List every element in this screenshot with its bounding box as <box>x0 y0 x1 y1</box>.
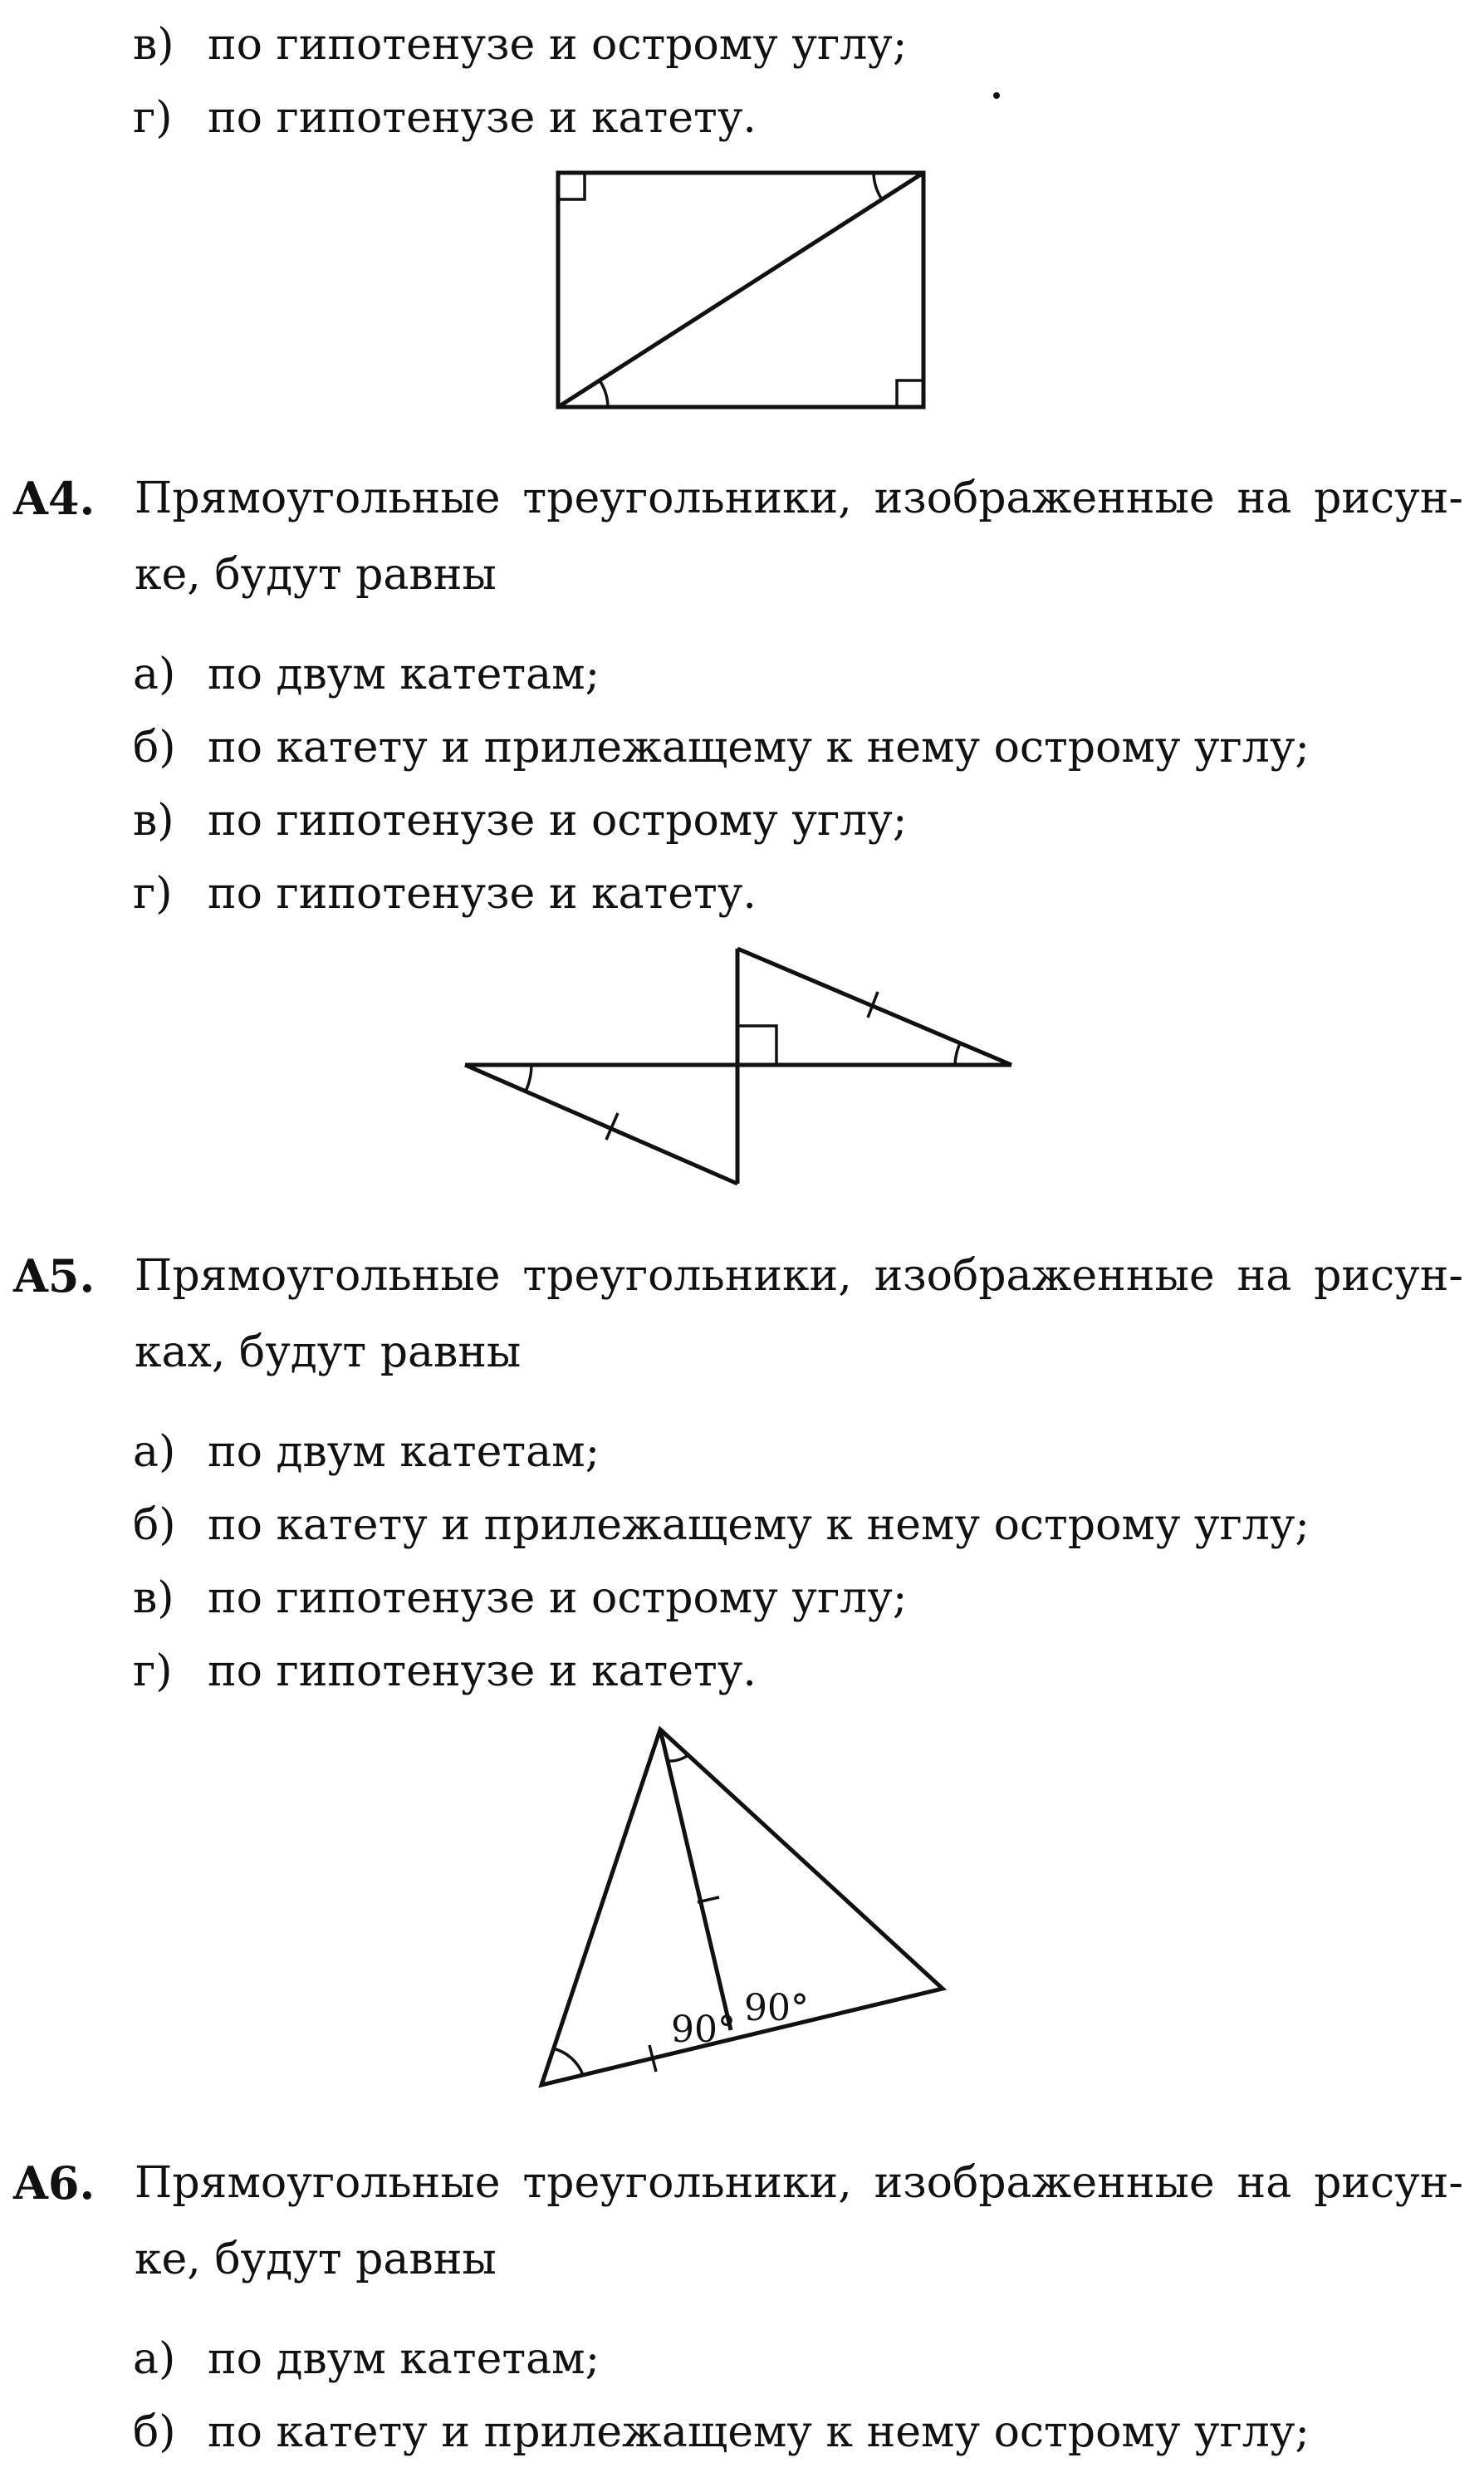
option-letter: г) <box>133 1646 173 1696</box>
question-text-line1: Прямоугольные треугольники, изображенные на рисун- <box>135 2158 1463 2208</box>
option-letter: б) <box>133 2407 176 2457</box>
angle-label-left: 90° <box>671 2009 736 2051</box>
angle-arc <box>553 2048 583 2075</box>
angle-label-right: 90° <box>744 1987 809 2029</box>
triangle-shape <box>541 1729 943 2085</box>
option-letter: а) <box>133 2334 176 2384</box>
question-text-line1: Прямоугольные треугольники, изображенные на рисун- <box>135 1251 1463 1301</box>
option-letter: г) <box>133 93 173 143</box>
option-text: по двум катетам; <box>208 2334 600 2384</box>
option-text: по гипотенузе и катету. <box>208 869 757 919</box>
option-text: по катету и прилежащему к нему острому углу; <box>208 2407 1310 2457</box>
option-text: по двум катетам; <box>208 1427 600 1477</box>
option-text: по гипотенузе и острому углу; <box>208 796 908 846</box>
option-text: по катету и прилежащему к нему острому углу; <box>208 723 1310 773</box>
option-letter: в) <box>133 20 174 70</box>
question-text-line2: ке, будут равны <box>135 2234 497 2284</box>
option-letter: а) <box>133 1427 176 1477</box>
option-text: по гипотенузе и острому углу; <box>208 20 908 70</box>
question-number: A5. <box>13 1249 96 1302</box>
question-text-line1: Прямоугольные треугольники, изображенные на рисун- <box>135 473 1463 523</box>
option-letter: в) <box>133 796 174 846</box>
angle-arc <box>668 1754 689 1761</box>
option-text: по двум катетам; <box>208 650 600 699</box>
question-text-line2: ке, будут равны <box>135 550 497 600</box>
question-number: A6. <box>13 2156 96 2210</box>
option-text: по катету и прилежащему к нему острому углу; <box>208 1500 1310 1550</box>
option-letter: г) <box>133 869 173 919</box>
option-text: по гипотенузе и острому углу; <box>208 1573 908 1623</box>
option-text: по гипотенузе и катету. <box>208 1646 757 1696</box>
question-number: A4. <box>13 472 96 525</box>
option-letter: в) <box>133 1573 174 1623</box>
option-text: по гипотенузе и катету. <box>208 93 757 143</box>
option-letter: б) <box>133 1500 176 1550</box>
altitude-line <box>660 1729 731 2030</box>
option-letter: а) <box>133 650 176 699</box>
question-text-line2: ках, будут равны <box>135 1327 522 1377</box>
option-letter: б) <box>133 723 176 773</box>
